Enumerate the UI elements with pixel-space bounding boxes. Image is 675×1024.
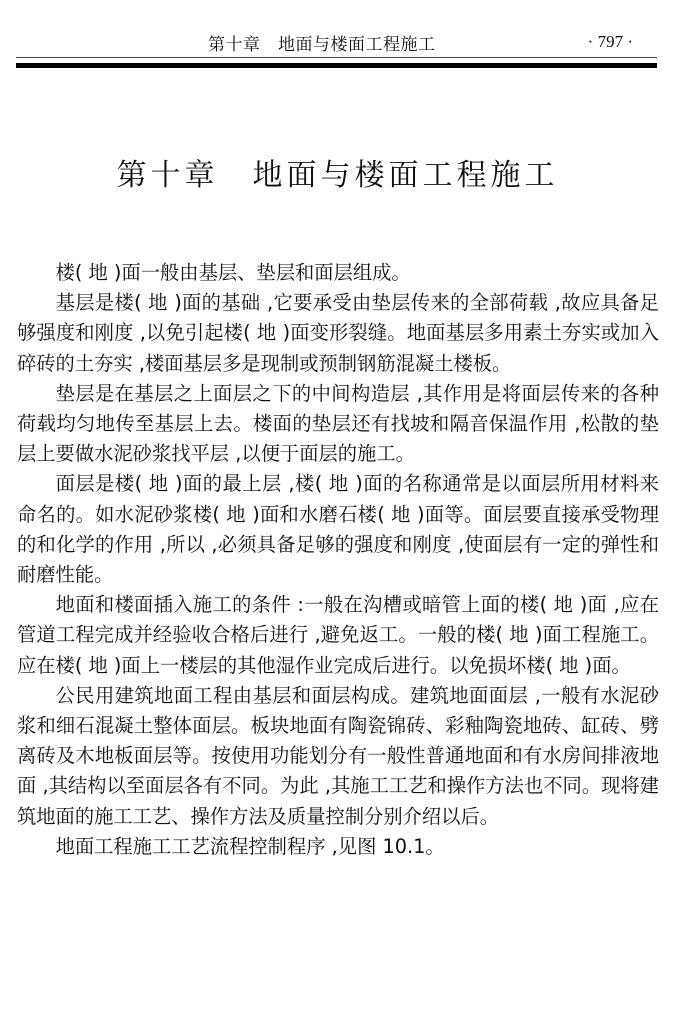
paragraph-surface-layer: 面层是楼( 地 )面的最上层 ,楼( 地 )面的名称通常是以面层所用材料来命名的。如水泥砂浆楼( 地 )面和水磨石楼( 地 )面等。面层要直接承受物理的和化学的作用 ,所以 ,必须具备足够的强度和刚度 ,使面层有一定的弹性和耐磨性能。	[17, 472, 659, 587]
chapter-number: 第十章	[116, 158, 219, 193]
chapter-name: 地面与楼面工程施工	[252, 158, 559, 193]
paragraph-figure-reference: 地面工程施工工艺流程控制程序 ,见图 10.1。	[55, 834, 445, 858]
paragraph-base-layer: 基层是楼( 地 )面的基础 ,它要承受由垫层传来的全部荷载 ,故应具备足够强度和刚度 ,以免引起楼( 地 )面变形裂缝。地面基层多用素土夯实或加入碎砖的土夯实 ,楼面基层多是现制或预制钢筋混凝土楼板。	[17, 291, 659, 375]
paragraph-cushion-layer: 垫层是在基层之上面层之下的中间构造层 ,其作用是将面层传来的各种荷载均匀地传至基层上去。楼面的垫层还有找坡和隔音保温作用 ,松散的垫层上要做水泥砂浆找平层 ,以便于面层的施工。	[17, 381, 659, 466]
header-rule-thin	[16, 57, 657, 58]
paragraph-construction-conditions: 地面和楼面插入施工的条件 :一般在沟槽或暗管上面的楼( 地 )面 ,应在管道工程完成并经验收合格后进行 ,避免返工。一般的楼( 地 )面工程施工。应在楼( 地 )面上一楼层的其他湿作业完成后进行。以免损坏楼( 地 )面。	[17, 593, 659, 677]
running-head-title: 第十章 地面与楼面工程施工	[208, 35, 436, 55]
paragraph-building-floors: 公民用建筑地面工程由基层和面层构成。建筑地面面层 ,一般有水泥砂浆和细石混凝土整体面层。板块地面有陶瓷锦砖、彩釉陶瓷地砖、缸砖、劈离砖及木地板面层等。按使用功能划分有一般性普通地面和有水房间排液地面 ,其结构以至面层各有不同。为此 ,其施工工艺和操作方法也不同。现将建筑地面的施工工艺、操作方法及质量控制分别介绍以后。	[17, 683, 659, 828]
page-number: · 797 ·	[587, 32, 633, 51]
header-rule-thick	[16, 63, 657, 68]
paragraph-intro: 楼( 地 )面一般由基层、垫层和面层组成。	[55, 261, 411, 284]
running-head	[16, 30, 657, 54]
body-text	[17, 258, 659, 862]
chapter-title	[0, 150, 675, 194]
